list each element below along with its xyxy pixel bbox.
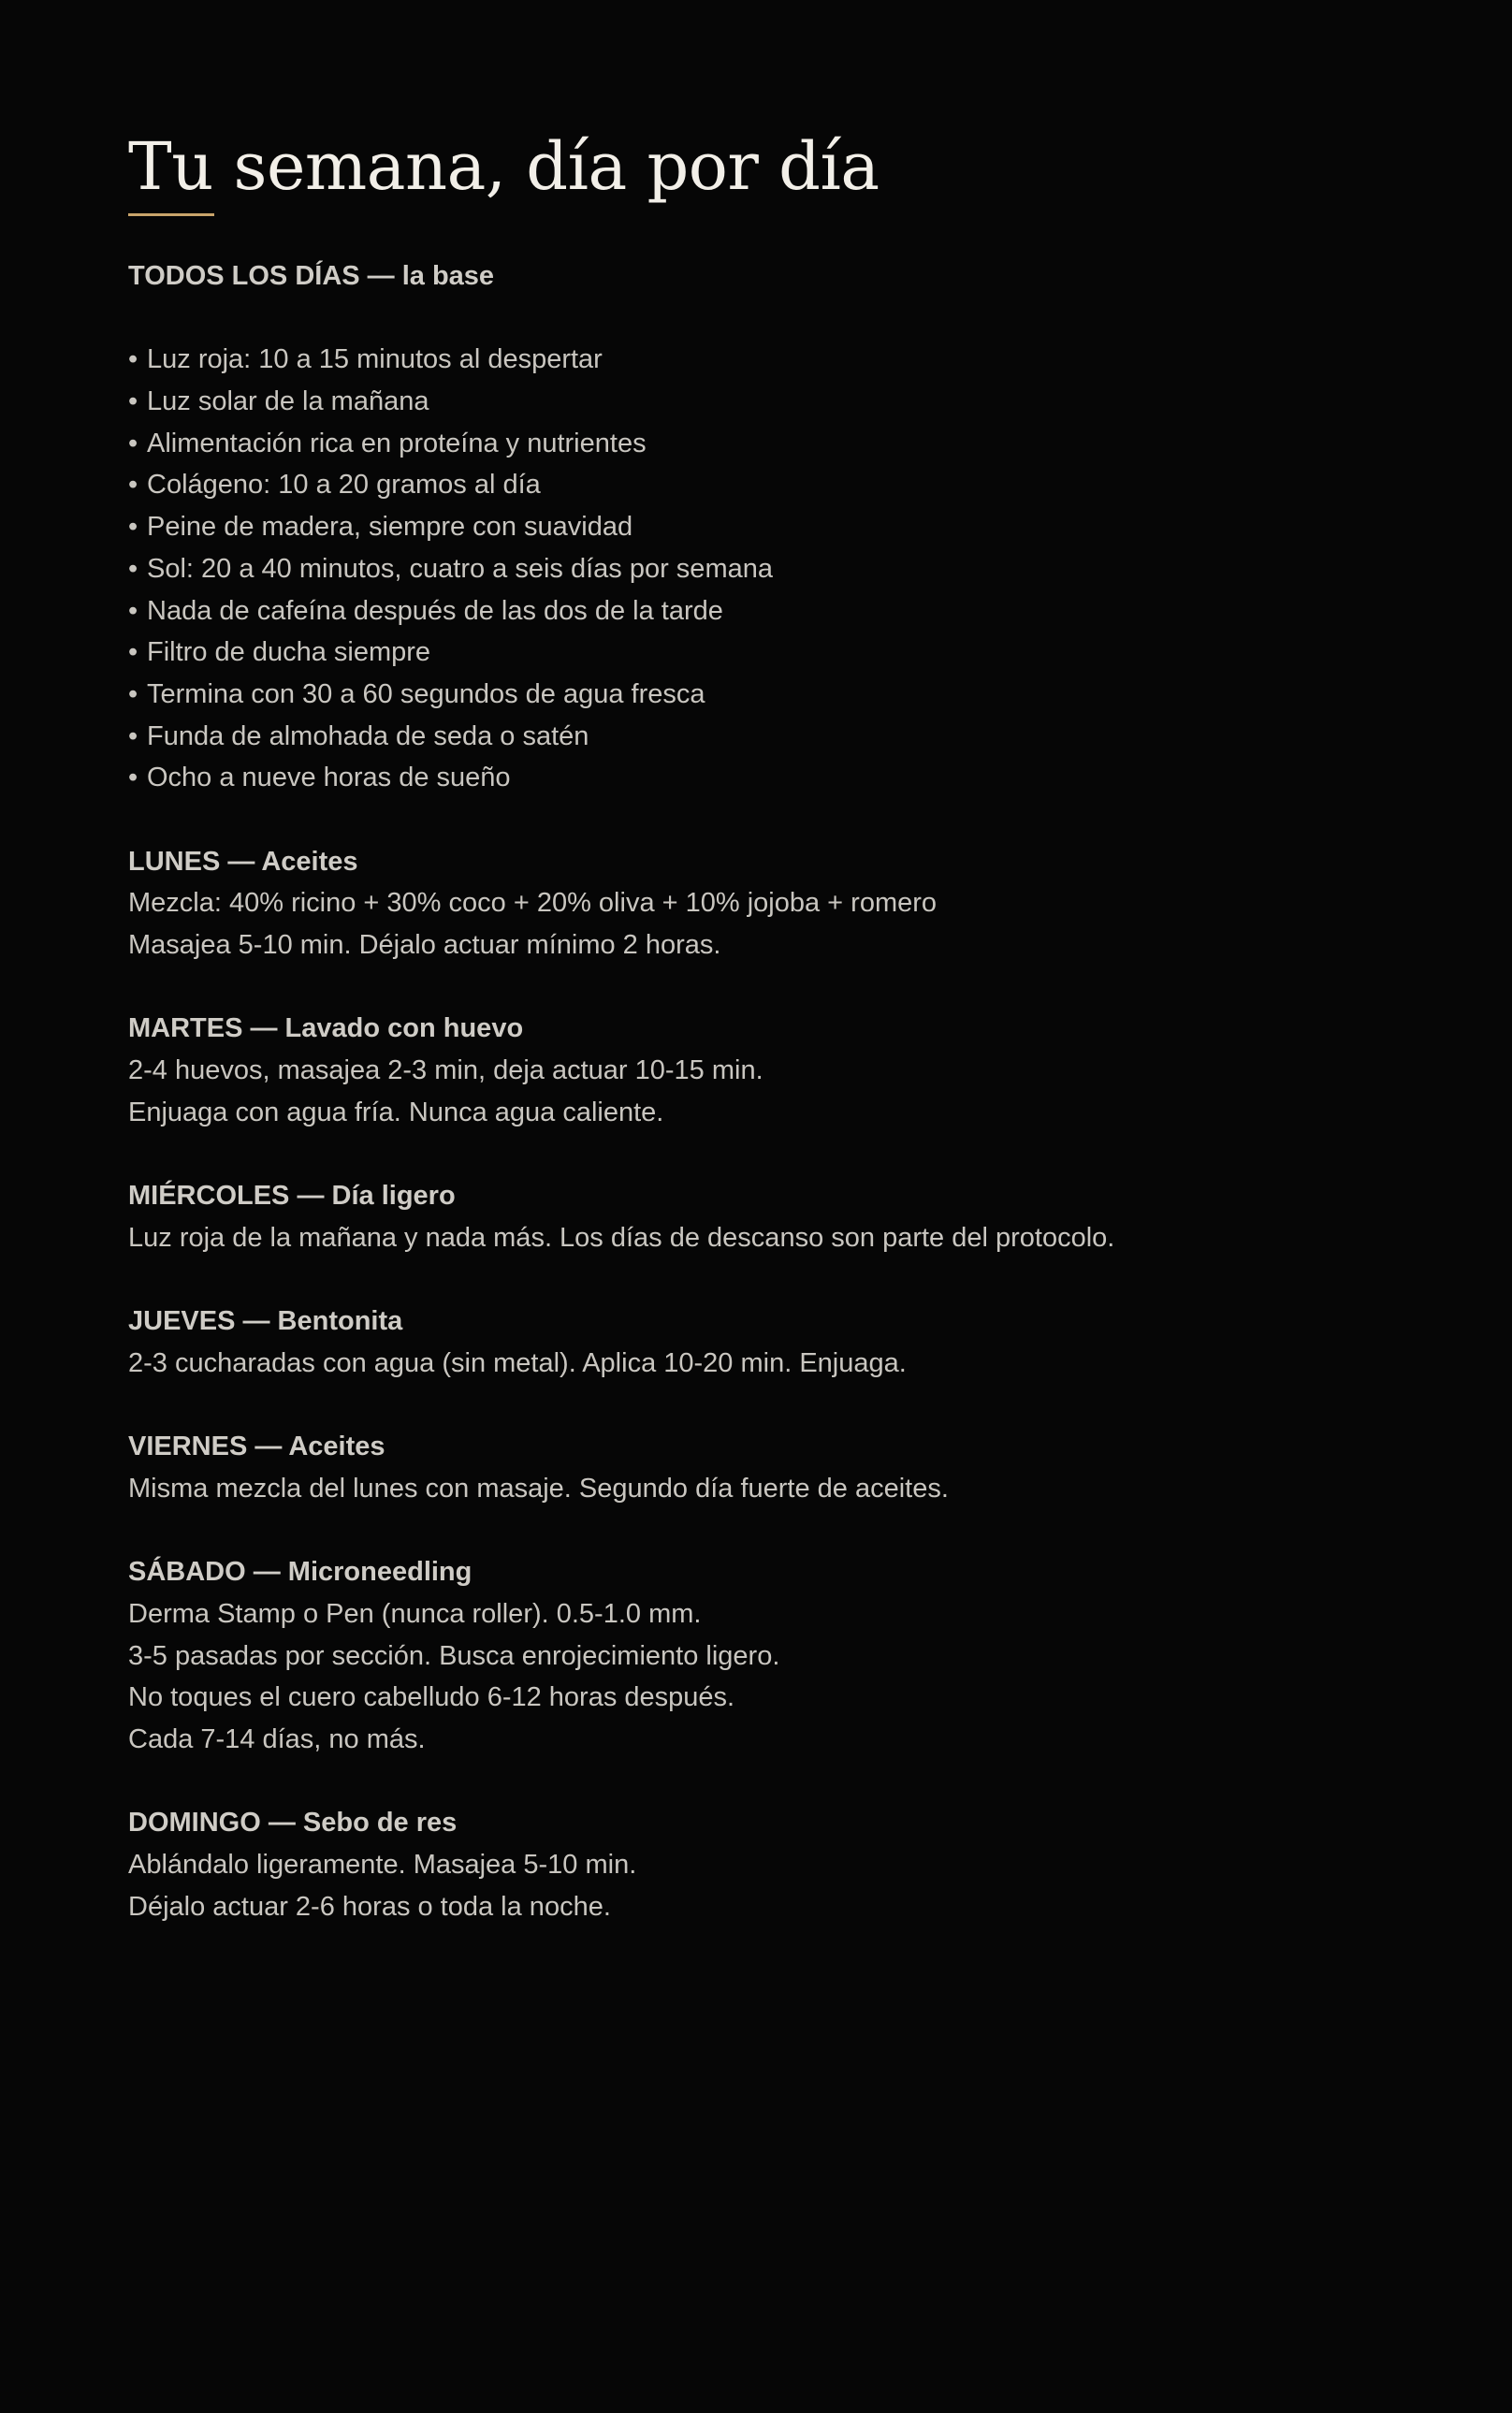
day-heading: DOMINGO — Sebo de res bbox=[128, 1808, 458, 1839]
bullet-icon: • bbox=[128, 763, 138, 793]
day-instruction: 2-3 cucharadas con agua (sin metal). Aplica 10-20 min. Enjuaga. bbox=[128, 1347, 907, 1378]
base-item-text: Ocho a nueve horas de sueño bbox=[147, 763, 511, 793]
spacer bbox=[128, 1761, 1382, 1803]
day-instruction: Derma Stamp o Pen (nunca roller). 0.5-1.0 mm. bbox=[128, 1599, 702, 1629]
base-list-item bbox=[128, 590, 1382, 632]
day-section bbox=[128, 1426, 1382, 1509]
spacer bbox=[128, 1510, 1382, 1552]
bullet-icon: • bbox=[128, 595, 138, 626]
spacer bbox=[128, 1385, 1382, 1427]
bullet-icon: • bbox=[128, 386, 138, 417]
base-list-item bbox=[128, 339, 1382, 381]
day-heading: MIÉRCOLES — Día ligero bbox=[128, 1181, 456, 1212]
day-instruction: 2-4 huevos, masajea 2-3 min, deja actuar 10-15 min. bbox=[128, 1055, 763, 1086]
day-heading: VIERNES — Aceites bbox=[128, 1432, 385, 1462]
spacer bbox=[128, 1133, 1382, 1175]
weekly-schedule bbox=[128, 122, 1382, 1928]
base-list-item bbox=[128, 757, 1382, 799]
day-section bbox=[128, 1008, 1382, 1133]
base-item-text: Sol: 20 a 40 minutos, cuatro a seis días por semana bbox=[147, 553, 773, 584]
day-section bbox=[128, 1802, 1382, 1927]
day-instruction: Cada 7-14 días, no más. bbox=[128, 1724, 426, 1755]
base-item-text: Funda de almohada de seda o satén bbox=[147, 720, 589, 751]
day-instruction: Mezcla: 40% ricino + 30% coco + 20% oliva + 10% jojoba + romero bbox=[128, 888, 938, 919]
bullet-icon: • bbox=[128, 637, 138, 668]
day-instruction: Masajea 5-10 min. Déjalo actuar mínimo 2 horas. bbox=[128, 930, 721, 960]
bullet-icon: • bbox=[128, 428, 138, 458]
base-list bbox=[128, 339, 1382, 799]
day-heading: JUEVES — Bentonita bbox=[128, 1306, 403, 1337]
base-item-text: Nada de cafeína después de las dos de la tarde bbox=[147, 595, 723, 626]
day-heading: MARTES — Lavado con huevo bbox=[128, 1013, 524, 1044]
day-section bbox=[128, 1175, 1382, 1258]
spacer bbox=[128, 799, 1382, 841]
base-list-item bbox=[128, 548, 1382, 590]
bullet-icon: • bbox=[128, 553, 138, 584]
base-list-item bbox=[128, 716, 1382, 758]
spacer bbox=[128, 1259, 1382, 1301]
base-heading: TODOS LOS DÍAS — la base bbox=[128, 261, 495, 291]
bullet-icon: • bbox=[128, 344, 138, 375]
day-heading: SÁBADO — Microneedling bbox=[128, 1557, 472, 1588]
page-title: Tu semana, día por día bbox=[128, 128, 880, 205]
spacer bbox=[128, 967, 1382, 1009]
day-heading: LUNES — Aceites bbox=[128, 846, 358, 877]
base-list-item bbox=[128, 674, 1382, 716]
base-list-item bbox=[128, 632, 1382, 674]
base-item-text: Luz solar de la mañana bbox=[147, 386, 429, 417]
day-instruction: Enjuaga con agua fría. Nunca agua caliente. bbox=[128, 1097, 664, 1127]
day-section bbox=[128, 1301, 1382, 1384]
day-instruction: Misma mezcla del lunes con masaje. Segundo día fuerte de aceites. bbox=[128, 1473, 949, 1504]
bullet-icon: • bbox=[128, 678, 138, 709]
day-instruction: 3-5 pasadas por sección. Busca enrojecimiento ligero. bbox=[128, 1640, 780, 1671]
base-list-item bbox=[128, 423, 1382, 465]
days-container bbox=[128, 799, 1382, 1928]
bullet-icon: • bbox=[128, 720, 138, 751]
day-instruction: No toques el cuero cabelludo 6-12 horas después. bbox=[128, 1682, 735, 1713]
base-list-item bbox=[128, 381, 1382, 423]
bullet-icon: • bbox=[128, 512, 138, 543]
bullet-icon: • bbox=[128, 470, 138, 501]
day-instruction: Déjalo actuar 2-6 horas o toda la noche. bbox=[128, 1891, 611, 1922]
base-list-item bbox=[128, 464, 1382, 506]
base-item-text: Colágeno: 10 a 20 gramos al día bbox=[147, 470, 541, 501]
base-item-text: Luz roja: 10 a 15 minutos al despertar bbox=[147, 344, 603, 375]
base-item-text: Termina con 30 a 60 segundos de agua fresca bbox=[147, 678, 705, 709]
base-item-text: Filtro de ducha siempre bbox=[147, 637, 431, 668]
base-item-text: Peine de madera, siempre con suavidad bbox=[147, 512, 633, 543]
spacer bbox=[128, 298, 1382, 340]
title-underline bbox=[128, 213, 214, 216]
base-item-text: Alimentación rica en proteína y nutrientes bbox=[147, 428, 647, 458]
day-instruction: Ablándalo ligeramente. Masajea 5-10 min. bbox=[128, 1850, 637, 1881]
day-section bbox=[128, 841, 1382, 967]
day-instruction: Luz roja de la mañana y nada más. Los días de descanso son parte del protocolo. bbox=[128, 1222, 1115, 1253]
base-list-item bbox=[128, 506, 1382, 548]
day-section bbox=[128, 1551, 1382, 1760]
